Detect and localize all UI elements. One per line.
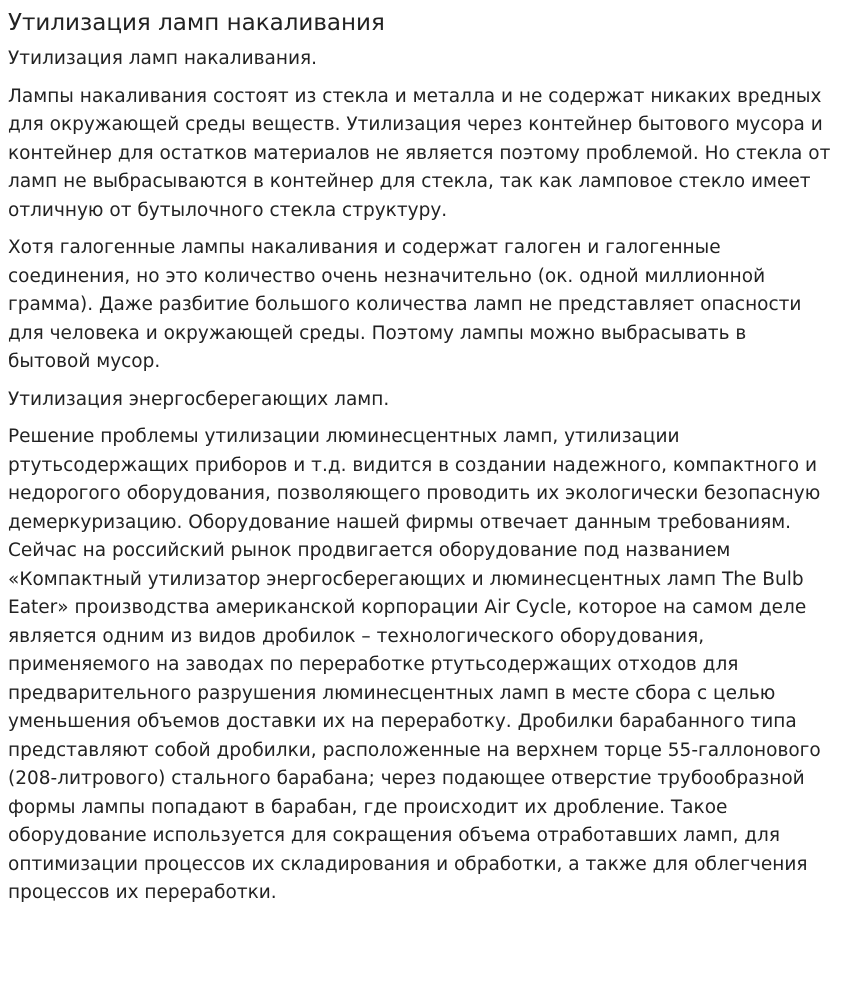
subheading-energy-saving: Утилизация энергосберегающих ламп. <box>8 388 390 410</box>
subheading-incandescent: Утилизация ламп накаливания. <box>8 48 317 69</box>
page-title: Утилизация ламп накаливания <box>8 10 385 36</box>
article-body <box>8 45 831 908</box>
paragraph-incandescent-composition: Лампы накаливания состоят из стекла и металла и не содержат никаких вредных для окружающей среды веществ. Утилизация через контейнер бытового мусора и контейнер для остатков материалов не является поэтому проблемой. Но стекла от ламп не выбрасываются в контейнер для стекла, так как ламповое стекло имеет отличную от бутылочного стекла структуру. <box>8 85 831 221</box>
paragraph-fluorescent-recycling: Решение проблемы утилизации люминесцентных ламп, утилизации ртутьсодержащих приборов и т.д. видится в создании надежного, компактного и недорогого оборудования, позволяющего проводить их экологически безопасную демеркуризацию. Оборудование нашей фирмы отвечает данным требованиям. Сейчас на российский рынок продвигается оборудование под названием «Компактный утилизатор энергосберегающих и люминесцентных ламп The Bulb Eater» производства американской корпорации Air Cycle, которое на самом деле является одним из видов дробилок – технологического оборудования, применяемого на заводах по переработке ртутьсодержащих отходов для предварительного разрушения люминесцентных ламп в месте сбора с целью уменьшения объемов доставки их на переработку. Дробилки барабанного типа представляют собой дробилки, расположенные на верхнем торце 55-галлонового (208-литрового) стального барабана; через подающее отверстие трубообразной формы лампы попадают в барабан, где происходит их дробление. Такое оборудование используется для сокращения объема отработавших ламп, для оптимизации процессов их складирования и обработки, а также для облегчения процессов их переработки. <box>8 426 821 903</box>
paragraph-halogen-lamps: Хотя галогенные лампы накаливания и содержат галоген и галогенные соединения, но это количество очень незначительно (ок. одной миллионной грамма). Даже разбитие большого количества ламп не представляет опасности для человека и окружающей среды. Поэтому лампы можно выбрасывать в бытовой мусор. <box>8 237 802 372</box>
